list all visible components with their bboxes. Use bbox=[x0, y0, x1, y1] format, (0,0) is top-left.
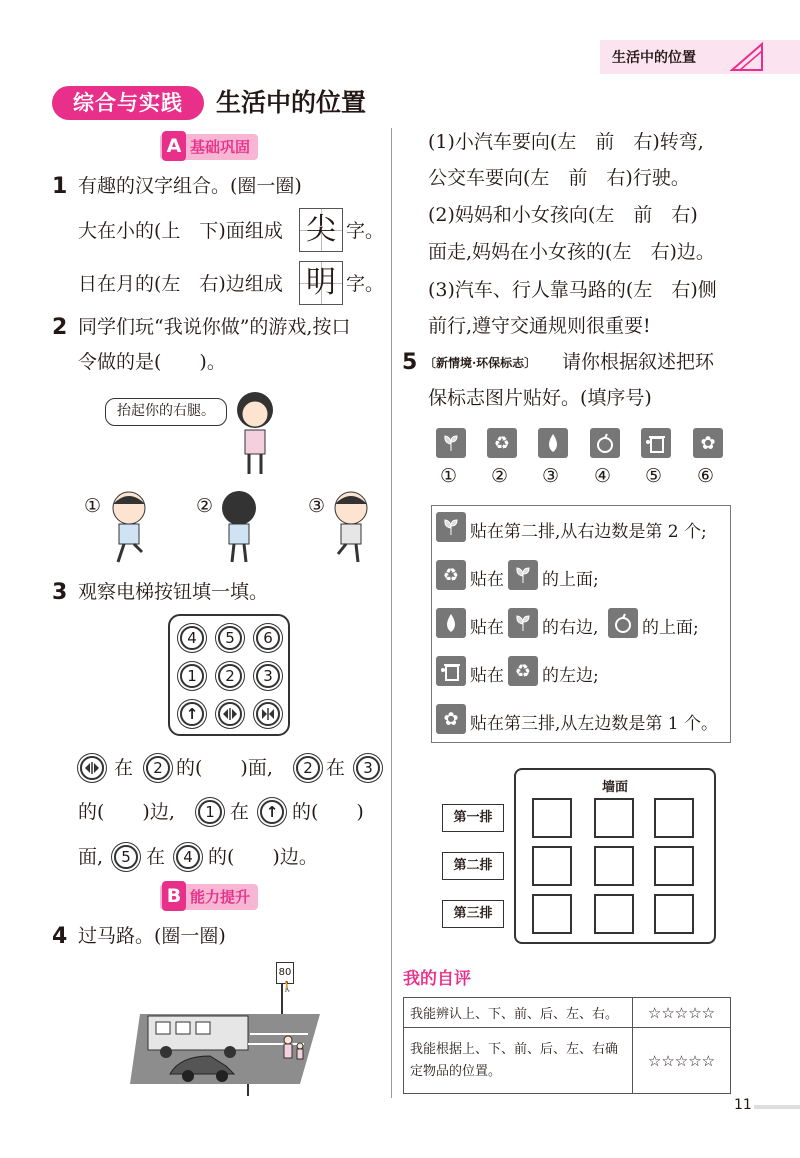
speech-bubble: 抬起你的右腿。 bbox=[105, 398, 227, 426]
q3-b-button-3: 3 bbox=[356, 756, 380, 780]
trash-bin-icon bbox=[641, 428, 671, 458]
q4-line1: (1)小汽车要向(左 前 右)转弯, bbox=[428, 131, 704, 153]
q3-b-button-2: 2 bbox=[296, 756, 320, 780]
title-pill: 综合与实践 bbox=[52, 86, 204, 120]
q1-char-box-2: 明 bbox=[299, 261, 343, 305]
leaf-icon bbox=[436, 428, 466, 458]
q3-b-blank: 的( )边, bbox=[78, 801, 175, 823]
q2-option-2-label: ② bbox=[196, 495, 214, 517]
section-a-letter: A bbox=[162, 131, 186, 161]
q2-stem-line1: 同学们玩“我说你做”的游戏,按口 bbox=[78, 316, 351, 338]
crossroad-illustration bbox=[130, 984, 330, 1096]
eco-label-3: ③ bbox=[542, 465, 560, 487]
q3-c-at: 在 bbox=[230, 801, 250, 823]
q5-rule-3b: 的右边, bbox=[542, 618, 599, 638]
q5-stem-line2: 保标志图片贴好。(填序号) bbox=[428, 387, 652, 409]
table-row bbox=[404, 998, 731, 1028]
q3-d-button-5: 5 bbox=[114, 845, 138, 869]
q1-line1-suffix: 字。 bbox=[346, 220, 385, 242]
q3-a-button-2: 2 bbox=[146, 756, 170, 780]
pedestrian-sign-icon: 🚶 bbox=[281, 982, 294, 993]
q3-d-blank: 的( )边。 bbox=[208, 846, 318, 868]
q5-rule-2a: 贴在 bbox=[470, 570, 504, 590]
eco-label-1: ① bbox=[440, 465, 458, 487]
q4-line3: (2)妈妈和小女孩向(左 前 右) bbox=[428, 204, 698, 226]
table-row bbox=[404, 1028, 731, 1094]
q2-option-1-label: ① bbox=[84, 495, 102, 517]
q4-number: 4 bbox=[52, 924, 68, 949]
q5-rule-4b: 的左边; bbox=[542, 666, 599, 686]
eval-stars-2[interactable]: ☆☆☆☆☆ bbox=[633, 1028, 731, 1094]
eco-label-6: ⑥ bbox=[697, 465, 715, 487]
q1-char-box-1: 尖 bbox=[299, 208, 343, 252]
q5-rule-5: 贴在第三排,从左边数是第 1 个。 bbox=[470, 714, 719, 734]
section-b-letter: B bbox=[162, 881, 186, 911]
elevator-button-1: 1 bbox=[180, 664, 204, 688]
section-a-tag bbox=[160, 134, 258, 160]
row-label-1: 第一排 bbox=[442, 804, 504, 832]
elevator-button-2: 2 bbox=[218, 664, 242, 688]
q3-d-at: 在 bbox=[146, 846, 166, 868]
row-label-2: 第二排 bbox=[442, 852, 504, 880]
wall-cell-1-2[interactable] bbox=[594, 798, 634, 838]
flower-icon: ✿ bbox=[693, 428, 723, 458]
wall-cell-3-2[interactable] bbox=[594, 894, 634, 934]
wall-cell-2-3[interactable] bbox=[654, 846, 694, 886]
q5-stem-line1: 请你根据叙述把环 bbox=[562, 351, 715, 373]
recycle-icon: ♻ bbox=[436, 560, 466, 590]
section-b-tag bbox=[160, 884, 258, 910]
q5-rule-3a: 贴在 bbox=[470, 618, 504, 638]
door-open-button-icon bbox=[218, 702, 242, 726]
flower-icon: ✿ bbox=[436, 704, 466, 734]
page-bar bbox=[754, 1105, 800, 1109]
q3-number: 3 bbox=[52, 580, 68, 605]
q4-stem: 过马路。(圈一圈) bbox=[78, 925, 226, 947]
wall-cell-2-1[interactable] bbox=[532, 846, 572, 886]
elevator-button-6: 6 bbox=[256, 626, 280, 650]
page-title: 生活中的位置 bbox=[216, 88, 367, 117]
eval-item-1: 我能辨认上、下、前、后、左、右。 bbox=[404, 998, 633, 1028]
q2-number: 2 bbox=[52, 315, 68, 340]
girl-illustration bbox=[225, 388, 285, 478]
q3-a-blank: 的( )面, bbox=[176, 757, 273, 779]
row-label-3: 第三排 bbox=[442, 900, 504, 928]
q5-tag: 〔新情境·环保标志〕 bbox=[424, 356, 537, 370]
q1-line2-suffix: 字。 bbox=[346, 273, 385, 295]
recycle-icon: ♻ bbox=[487, 428, 517, 458]
wall-cell-2-2[interactable] bbox=[594, 846, 634, 886]
q1-line2-text: 日在月的(左 右)边组成 bbox=[78, 273, 283, 295]
q2-stem-line2: 令做的是( )。 bbox=[78, 351, 226, 373]
self-eval-title: 我的自评 bbox=[403, 969, 471, 989]
q1-stem: 有趣的汉字组合。(圈一圈) bbox=[78, 175, 302, 197]
eco-label-5: ⑤ bbox=[645, 465, 663, 487]
q4-line6: 前行,遵守交通规则很重要! bbox=[428, 315, 651, 337]
q1-number: 1 bbox=[52, 174, 68, 199]
trash-bin-icon bbox=[436, 656, 466, 686]
wall-cell-3-1[interactable] bbox=[532, 894, 572, 934]
elevator-button-5: 5 bbox=[218, 626, 242, 650]
q5-rule-3c: 的上面; bbox=[642, 618, 699, 638]
ruler-icon bbox=[730, 42, 764, 72]
section-b-label: 能力提升 bbox=[190, 888, 251, 906]
q2-option-3-label: ③ bbox=[308, 495, 326, 517]
elevator-up-button-icon: ↑ bbox=[180, 702, 204, 726]
q5-rule-4a: 贴在 bbox=[470, 666, 504, 686]
leaf-icon bbox=[436, 512, 466, 542]
q3-d-prefix: 面, bbox=[78, 846, 104, 868]
eco-label-4: ④ bbox=[594, 465, 612, 487]
apple-icon bbox=[608, 608, 638, 638]
elevator-panel bbox=[168, 614, 290, 736]
section-a-label: 基础巩固 bbox=[190, 138, 251, 156]
wall-cell-3-3[interactable] bbox=[654, 894, 694, 934]
q3-a-at: 在 bbox=[114, 757, 134, 779]
water-drop-icon bbox=[538, 428, 568, 458]
leaf-icon bbox=[508, 608, 538, 638]
q3-stem: 观察电梯按钮填一填。 bbox=[78, 581, 269, 603]
door-close-button-icon bbox=[256, 702, 280, 726]
q3-c-blank: 的( ) bbox=[292, 801, 364, 823]
column-divider bbox=[391, 128, 392, 1098]
apple-icon bbox=[590, 428, 620, 458]
q5-number: 5 bbox=[402, 350, 418, 375]
recycle-icon: ♻ bbox=[508, 656, 538, 686]
self-eval-table bbox=[403, 997, 731, 1094]
speed-limit-sign: 80 bbox=[276, 962, 294, 984]
boy-1-illustration bbox=[104, 488, 154, 568]
q3-b-at: 在 bbox=[326, 757, 346, 779]
q4-line5: (3)汽车、行人靠马路的(左 右)侧 bbox=[428, 279, 717, 301]
q5-rule-1: 贴在第二排,从右边数是第 2 个; bbox=[470, 522, 707, 542]
elevator-up-button-icon: ↑ bbox=[260, 800, 284, 824]
wall-cell-1-3[interactable] bbox=[654, 798, 694, 838]
wall-label: 墙面 bbox=[601, 780, 628, 795]
header-section-label: 生活中的位置 bbox=[612, 50, 696, 66]
eco-label-2: ② bbox=[491, 465, 509, 487]
water-drop-icon bbox=[436, 608, 466, 638]
leaf-icon bbox=[508, 560, 538, 590]
q3-d-button-4: 4 bbox=[176, 845, 200, 869]
eval-item-2: 我能根据上、下、前、后、左、右确定物品的位置。 bbox=[404, 1028, 633, 1094]
boy-3-illustration bbox=[326, 488, 376, 568]
eval-stars-1[interactable]: ☆☆☆☆☆ bbox=[633, 998, 731, 1028]
q4-line2: 公交车要向(左 前 右)行驶。 bbox=[428, 167, 690, 189]
wall-cell-1-1[interactable] bbox=[532, 798, 572, 838]
q1-line1-text: 大在小的(上 下)面组成 bbox=[78, 220, 283, 242]
elevator-button-4: 4 bbox=[180, 626, 204, 650]
q4-line4: 面走,妈妈在小女孩的(左 右)边。 bbox=[428, 241, 715, 263]
page-number: 11 bbox=[734, 1097, 752, 1113]
elevator-button-3: 3 bbox=[256, 664, 280, 688]
q3-c-button-1: 1 bbox=[198, 800, 222, 824]
wall-grid bbox=[514, 768, 716, 944]
q5-rule-2b: 的上面; bbox=[542, 570, 599, 590]
door-open-button-icon bbox=[80, 756, 104, 780]
boy-2-illustration bbox=[214, 488, 264, 568]
